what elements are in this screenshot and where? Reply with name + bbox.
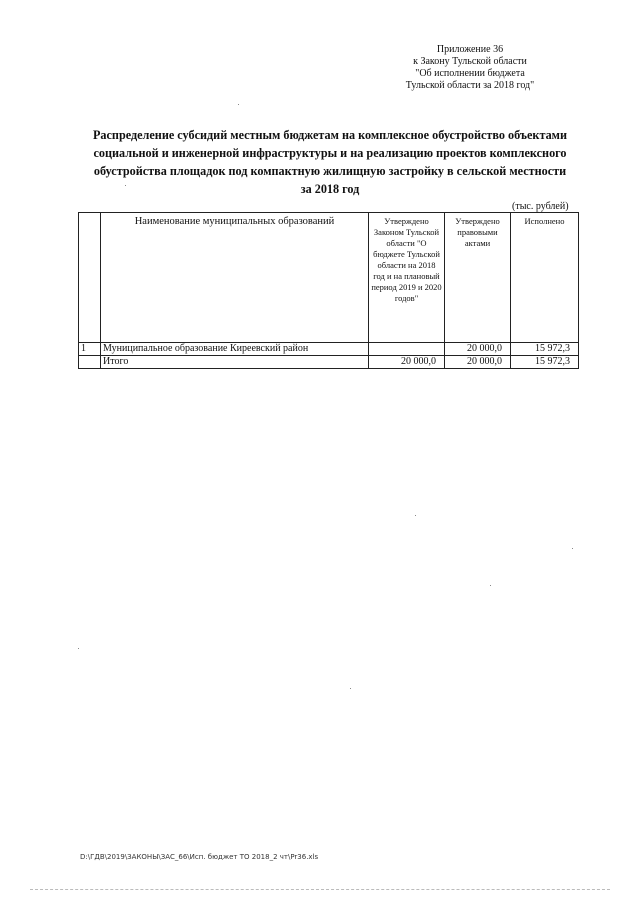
row-executed: 15 972,3 <box>511 343 579 356</box>
appendix-line-1: Приложение 36 <box>436 44 504 55</box>
scan-speck <box>490 585 491 586</box>
total-label: Итого <box>101 356 369 369</box>
title-line-4: за 2018 год <box>300 182 360 196</box>
unit-label: (тыс. рублей) <box>512 201 569 212</box>
scan-speck <box>78 648 79 649</box>
header-row <box>79 213 579 343</box>
subsidy-table <box>78 212 579 369</box>
title-line-3: обустройства площадок под компактную жилищную застройку в сельской местности <box>93 164 567 178</box>
header-approved-law: Утверждено Законом Тульской области "О бюджете Тульской области на 2018 год и на плановый период 2019 и 2020 годов" <box>369 213 445 343</box>
total-row <box>79 356 579 369</box>
title-line-1: Распределение субсидий местным бюджетам на комплексное обустройство объектами <box>92 128 567 142</box>
header-num <box>79 213 101 343</box>
scan-speck <box>238 104 239 105</box>
scan-edge-line <box>30 889 610 890</box>
total-executed: 15 972,3 <box>511 356 579 369</box>
appendix-line-3: "Об исполнении бюджета <box>415 68 525 79</box>
scan-speck <box>125 185 126 186</box>
row-num: 1 <box>79 343 101 356</box>
appendix-line-4: Тульской области за 2018 год" <box>405 80 535 91</box>
total-num <box>79 356 101 369</box>
row-approved-acts: 20 000,0 <box>445 343 511 356</box>
scan-speck <box>572 548 573 549</box>
appendix-block <box>370 44 570 92</box>
row-approved-law <box>369 343 445 356</box>
document-title <box>70 126 590 198</box>
title-line-2: социальной и инженерной инфраструктуры и на реализацию проектов комплексного <box>93 146 567 160</box>
header-executed: Исполнено <box>511 213 579 343</box>
total-approved-law: 20 000,0 <box>369 356 445 369</box>
scan-speck <box>415 515 416 516</box>
file-path-footer: D:\ГДВ\2019\ЗАКОНЫ\ЗАС_66\Исп. бюджет ТО 2018_2 чт\Pr36.xls <box>80 853 319 861</box>
header-name: Наименование муниципальных образований <box>101 213 369 343</box>
scan-speck <box>350 688 351 689</box>
table-row <box>79 343 579 356</box>
appendix-line-2: к Закону Тульской области <box>413 56 527 67</box>
header-approved-acts: Утверждено правовыми актами <box>445 213 511 343</box>
row-name: Муниципальное образование Киреевский район <box>101 343 369 356</box>
total-approved-acts: 20 000,0 <box>445 356 511 369</box>
